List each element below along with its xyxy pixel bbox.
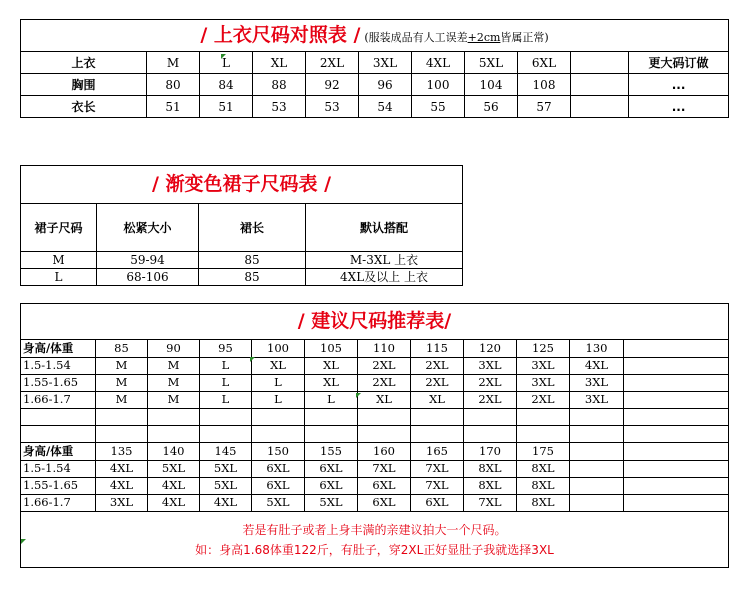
table-cell: L — [200, 375, 252, 392]
weight-header: 130 — [570, 340, 624, 358]
table-cell: L — [200, 358, 252, 375]
table-cell: M — [148, 392, 200, 409]
table-row — [21, 478, 729, 495]
table-cell: 4XL — [96, 478, 148, 495]
more-ellipsis: ... — [629, 74, 729, 96]
table-cell: 2XL — [411, 375, 464, 392]
empty-cell — [570, 443, 624, 461]
empty-cell — [570, 495, 624, 512]
table-cell: L — [252, 392, 305, 409]
table-cell: 8XL — [517, 461, 570, 478]
weight-header: 115 — [411, 340, 464, 358]
weight-header: 90 — [148, 340, 200, 358]
note-post: 皆属正常) — [500, 31, 549, 44]
table-cell: 3XL — [517, 358, 570, 375]
height-weight-label: 身高/体重 — [21, 443, 96, 461]
table-cell: 4XL — [148, 495, 200, 512]
height-range: 1.5-1.54 — [21, 358, 96, 375]
table-cell: M — [96, 392, 148, 409]
table-cell: L — [252, 375, 305, 392]
table-cell: 80 — [147, 74, 200, 96]
table-cell: 8XL — [464, 461, 517, 478]
weight-header: 150 — [252, 443, 305, 461]
table-cell: 3XL — [464, 358, 517, 375]
table-cell: 4XL — [96, 461, 148, 478]
table-cell: 7XL — [358, 461, 411, 478]
table-cell: 5XL — [148, 461, 200, 478]
table-cell: 7XL — [411, 478, 464, 495]
empty-cell — [571, 96, 629, 118]
size-header: 2XL — [306, 52, 359, 74]
table-cell: 96 — [359, 74, 412, 96]
table-cell: 4XL — [200, 495, 252, 512]
table-cell: 5XL — [200, 461, 252, 478]
table-cell: 55 — [412, 96, 465, 118]
note-pre: (服装成品有人工误差 — [364, 31, 468, 44]
height-range: 1.55-1.65 — [21, 478, 96, 495]
weight-header: 125 — [517, 340, 570, 358]
cell-marker — [221, 54, 226, 59]
table-cell: 7XL — [411, 461, 464, 478]
table-cell: 3XL — [570, 375, 624, 392]
table-cell: XL — [358, 392, 411, 409]
note-tolerance: +2cm — [467, 31, 501, 44]
table-cell: M — [148, 358, 200, 375]
table-cell: XL — [411, 392, 464, 409]
size-header: XL — [253, 52, 306, 74]
weight-header: 155 — [305, 443, 358, 461]
top-size-table — [20, 19, 729, 118]
empty-cell — [624, 375, 729, 392]
spacer-row — [21, 426, 729, 443]
empty-cell — [624, 340, 729, 358]
height-range: 1.55-1.65 — [21, 375, 96, 392]
table-cell: 2XL — [464, 375, 517, 392]
table-cell: 85 — [199, 269, 306, 286]
column-header: 松紧大小 — [97, 204, 199, 252]
table-cell: 6XL — [411, 495, 464, 512]
table-cell: 8XL — [464, 478, 517, 495]
table-cell: 104 — [465, 74, 518, 96]
weight-header: 105 — [305, 340, 358, 358]
table-cell: 4XL — [570, 358, 624, 375]
table-cell: 88 — [253, 74, 306, 96]
recommend-table-title: / 建议尺码推荐表/ — [297, 310, 452, 332]
table-cell: 6XL — [358, 495, 411, 512]
top-header-label: 上衣 — [21, 52, 147, 74]
table-cell: 7XL — [464, 495, 517, 512]
table-cell: M — [96, 358, 148, 375]
weight-header: 165 — [411, 443, 464, 461]
empty-cell — [624, 443, 729, 461]
table-cell: L — [200, 392, 252, 409]
table-row — [21, 495, 729, 512]
spacer-row — [21, 409, 729, 426]
top-table-note — [364, 31, 548, 44]
weight-header: 95 — [200, 340, 252, 358]
advice-line-1: 若是有肚子或者上身丰满的亲建议拍大一个尺码。 — [242, 522, 507, 537]
weight-header: 170 — [464, 443, 517, 461]
weight-header-row — [21, 340, 729, 358]
height-range: 1.66-1.7 — [21, 392, 96, 409]
empty-cell — [570, 461, 624, 478]
table-cell: 2XL — [464, 392, 517, 409]
table-cell: 8XL — [517, 478, 570, 495]
empty-cell — [571, 74, 629, 96]
table-cell: XL — [305, 375, 358, 392]
table-row — [21, 96, 729, 118]
weight-header: 145 — [200, 443, 252, 461]
table-cell: 3XL — [570, 392, 624, 409]
advice-cell — [21, 512, 729, 568]
weight-header: 135 — [96, 443, 148, 461]
recommend-table-title-cell — [21, 304, 729, 340]
empty-cell — [624, 392, 729, 409]
table-cell: M-3XL 上衣 — [306, 252, 463, 269]
row-label: 衣长 — [21, 96, 147, 118]
table-row — [21, 461, 729, 478]
table-cell: 6XL — [305, 478, 358, 495]
table-cell: M — [21, 252, 97, 269]
skirt-size-table — [20, 165, 463, 286]
size-header: M — [147, 52, 200, 74]
table-cell: 56 — [465, 96, 518, 118]
table-cell: 53 — [253, 96, 306, 118]
weight-header: 85 — [96, 340, 148, 358]
empty-cell — [624, 461, 729, 478]
table-cell: 3XL — [517, 375, 570, 392]
custom-size-label: 更大码订做 — [629, 52, 729, 74]
advice-row — [21, 512, 729, 568]
weight-header: 110 — [358, 340, 411, 358]
table-cell: 5XL — [200, 478, 252, 495]
table-cell: 92 — [306, 74, 359, 96]
column-header: 裙子尺码 — [21, 204, 97, 252]
table-cell: 3XL — [96, 495, 148, 512]
table-row — [21, 269, 463, 286]
row-label: 胸围 — [21, 74, 147, 96]
weight-header: 140 — [148, 443, 200, 461]
table-cell: 84 — [200, 74, 253, 96]
table-row — [21, 375, 729, 392]
table-cell: 59-94 — [97, 252, 199, 269]
size-header: L — [200, 52, 253, 74]
cell-marker — [356, 393, 361, 398]
height-weight-label: 身高/体重 — [21, 340, 96, 358]
table-cell: 4XL及以上 上衣 — [306, 269, 463, 286]
skirt-header-row — [21, 204, 463, 252]
table-cell: 6XL — [358, 478, 411, 495]
weight-header: 175 — [517, 443, 570, 461]
size-header: 5XL — [465, 52, 518, 74]
table-cell: 6XL — [252, 461, 305, 478]
empty-cell — [571, 52, 629, 74]
empty-cell — [624, 478, 729, 495]
table-cell: 5XL — [305, 495, 358, 512]
table-cell: 8XL — [517, 495, 570, 512]
table-cell: M — [96, 375, 148, 392]
top-table-title: / 上衣尺码对照表 / — [200, 24, 361, 46]
table-cell: 2XL — [358, 375, 411, 392]
empty-cell — [624, 495, 729, 512]
cell-marker — [21, 539, 26, 544]
table-cell: L — [305, 392, 358, 409]
column-header: 默认搭配 — [306, 204, 463, 252]
table-row — [21, 252, 463, 269]
table-cell: 54 — [359, 96, 412, 118]
skirt-table-title: / 渐变色裙子尺码表 / — [151, 173, 332, 195]
table-cell: M — [148, 375, 200, 392]
weight-header: 120 — [464, 340, 517, 358]
advice-line-2: 如：身高1.68体重122斤，有肚子，穿2XL正好显肚子我就选择3XL — [195, 542, 554, 557]
column-header: 裙长 — [199, 204, 306, 252]
table-cell: 51 — [147, 96, 200, 118]
table-cell: 2XL — [411, 358, 464, 375]
size-header: 3XL — [359, 52, 412, 74]
table-row — [21, 392, 729, 409]
size-header: 6XL — [518, 52, 571, 74]
top-header-row — [21, 52, 729, 74]
cell-marker — [250, 357, 255, 362]
table-cell: 5XL — [252, 495, 305, 512]
table-cell: 57 — [518, 96, 571, 118]
skirt-table-title-cell — [21, 166, 463, 204]
height-range: 1.66-1.7 — [21, 495, 96, 512]
table-cell: L — [21, 269, 97, 286]
table-row — [21, 358, 729, 375]
table-row — [21, 74, 729, 96]
recommend-size-table — [20, 303, 729, 568]
weight-header: 100 — [252, 340, 305, 358]
top-table-title-cell — [21, 20, 729, 52]
more-ellipsis: ... — [629, 96, 729, 118]
table-cell: 108 — [518, 74, 571, 96]
table-cell: 2XL — [517, 392, 570, 409]
empty-cell — [570, 478, 624, 495]
table-cell: 4XL — [148, 478, 200, 495]
table-cell: 53 — [306, 96, 359, 118]
table-cell: 51 — [200, 96, 253, 118]
height-range: 1.5-1.54 — [21, 461, 96, 478]
table-cell: 2XL — [358, 358, 411, 375]
table-cell: 85 — [199, 252, 306, 269]
weight-header: 160 — [358, 443, 411, 461]
table-cell: 6XL — [252, 478, 305, 495]
table-cell: 68-106 — [97, 269, 199, 286]
empty-cell — [624, 358, 729, 375]
table-cell: 6XL — [305, 461, 358, 478]
table-cell: XL — [305, 358, 358, 375]
table-cell: XL — [252, 358, 305, 375]
weight-header-row — [21, 443, 729, 461]
size-header: 4XL — [412, 52, 465, 74]
table-cell: 100 — [412, 74, 465, 96]
